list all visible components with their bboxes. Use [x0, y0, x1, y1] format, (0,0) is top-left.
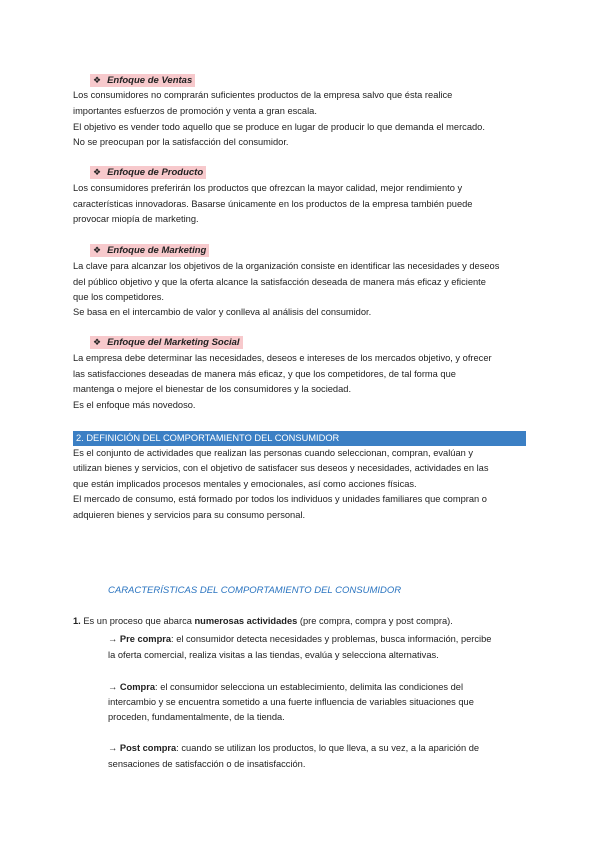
stage-post-compra: [108, 741, 479, 757]
definition-heading: 2. DEFINICIÓN DEL COMPORTAMIENTO DEL CONSUMIDOR: [73, 431, 526, 446]
paragraph-line: utilizan bienes y servicios, con el objetivo de satisfacer sus deseos y necesidades, actividades en las: [73, 463, 489, 473]
paragraph-line: La empresa debe determinar las necesidades, deseos e intereses de los mercados objetivo, y ofrecer: [73, 353, 492, 363]
list-text-pre: Es un proceso que abarca: [80, 616, 195, 626]
paragraph-line: características innovadoras. Basarse únicamente en los productos de la empresa también puede: [73, 199, 473, 209]
section-heading-marketing-social: [90, 336, 243, 349]
section-heading-producto: [90, 166, 206, 179]
diamond-bullet-icon: ❖: [93, 75, 102, 85]
paragraph-line: Los consumidores preferirán los productos que ofrezcan la mayor calidad, mejor rendimiento y: [73, 183, 463, 193]
arrow-icon: →: [108, 743, 120, 753]
stage-line: intercambio y se encuentra sometido a una fuerte influencia de variables situaciones que: [108, 697, 474, 707]
stage-line: sensaciones de satisfacción o de insatisfacción.: [108, 759, 306, 769]
section-title: Enfoque del Marketing Social: [107, 337, 240, 348]
stage-label: Pre compra: [119, 634, 172, 644]
list-item-1: [73, 614, 533, 630]
stage-line: la oferta comercial, realiza visitas a las tiendas, evalúa y selecciona alternativas.: [108, 650, 439, 660]
section-title: Enfoque de Producto: [107, 167, 204, 178]
stage-label: Post compra: [119, 743, 177, 753]
paragraph-line: mantenga o mejore el bienestar de los consumidores y la sociedad.: [73, 384, 352, 394]
arrow-icon: →: [108, 682, 120, 692]
paragraph-line: Los consumidores no comprarán suficientes productos de la empresa salvo que ésta realice: [73, 90, 453, 100]
stage-pre-compra: [108, 632, 491, 648]
stage-text: : el consumidor detecta necesidades y problemas, busca información, percibe: [171, 634, 492, 644]
paragraph-line: La clave para alcanzar los objetivos de la organización consiste en identificar las necesidades y deseos: [73, 261, 500, 271]
diamond-bullet-icon: ❖: [93, 337, 102, 347]
paragraph-line: Es el enfoque más novedoso.: [73, 400, 196, 410]
paragraph-line: adquieren bienes y servicios para su consumo personal.: [73, 510, 306, 520]
stage-label: Compra: [119, 682, 156, 692]
paragraph-line: las satisfacciones deseadas de manera más eficaz, y que los competidores, de tal forma que: [73, 369, 456, 379]
characteristics-title: CARACTERÍSTICAS DEL COMPORTAMIENTO DEL CONSUMIDOR: [108, 585, 402, 596]
paragraph-line: provocar miopía de marketing.: [73, 214, 199, 224]
diamond-bullet-icon: ❖: [93, 167, 102, 177]
section-heading-ventas: [90, 74, 195, 87]
section-heading-marketing: [90, 244, 209, 257]
list-number: 1.: [73, 616, 81, 626]
list-text-bold: numerosas actividades: [194, 616, 298, 626]
paragraph-line: que están implicados procesos mentales y emocionales, así como acciones físicas.: [73, 479, 417, 489]
section-title: Enfoque de Ventas: [107, 75, 193, 86]
diamond-bullet-icon: ❖: [93, 245, 102, 255]
stage-compra: [108, 680, 463, 696]
stage-line: proceden, fundamentalmente, de la tienda.: [108, 712, 285, 722]
paragraph-line: que los competidores.: [73, 292, 164, 302]
paragraph-line: del público objetivo y que la oferta alcance la satisfacción deseada de manera más eficaz y eficiente: [73, 277, 486, 287]
paragraph-line: No se preocupan por la satisfacción del consumidor.: [73, 137, 289, 147]
paragraph-line: importantes esfuerzos de promoción y venta a gran escala.: [73, 106, 317, 116]
stage-text: : el consumidor selecciona un establecimiento, delimita las condiciones del: [155, 682, 464, 692]
paragraph-line: Se basa en el intercambio de valor y conlleva al análisis del consumidor.: [73, 307, 372, 317]
paragraph-line: El mercado de consumo, está formado por todos los individuos y unidades familiares que compran o: [73, 494, 487, 504]
section-title: Enfoque de Marketing: [107, 245, 207, 256]
paragraph-line: El objetivo es vender todo aquello que se produce en lugar de producir lo que demanda el mercado.: [73, 122, 485, 132]
paragraph-line: Es el conjunto de actividades que realizan las personas cuando seleccionan, compran, evalúan y: [73, 448, 474, 458]
list-text-post: (pre compra, compra y post compra).: [297, 616, 453, 626]
stage-text: : cuando se utilizan los productos, lo que lleva, a su vez, a la aparición de: [176, 743, 480, 753]
arrow-icon: →: [108, 634, 120, 644]
